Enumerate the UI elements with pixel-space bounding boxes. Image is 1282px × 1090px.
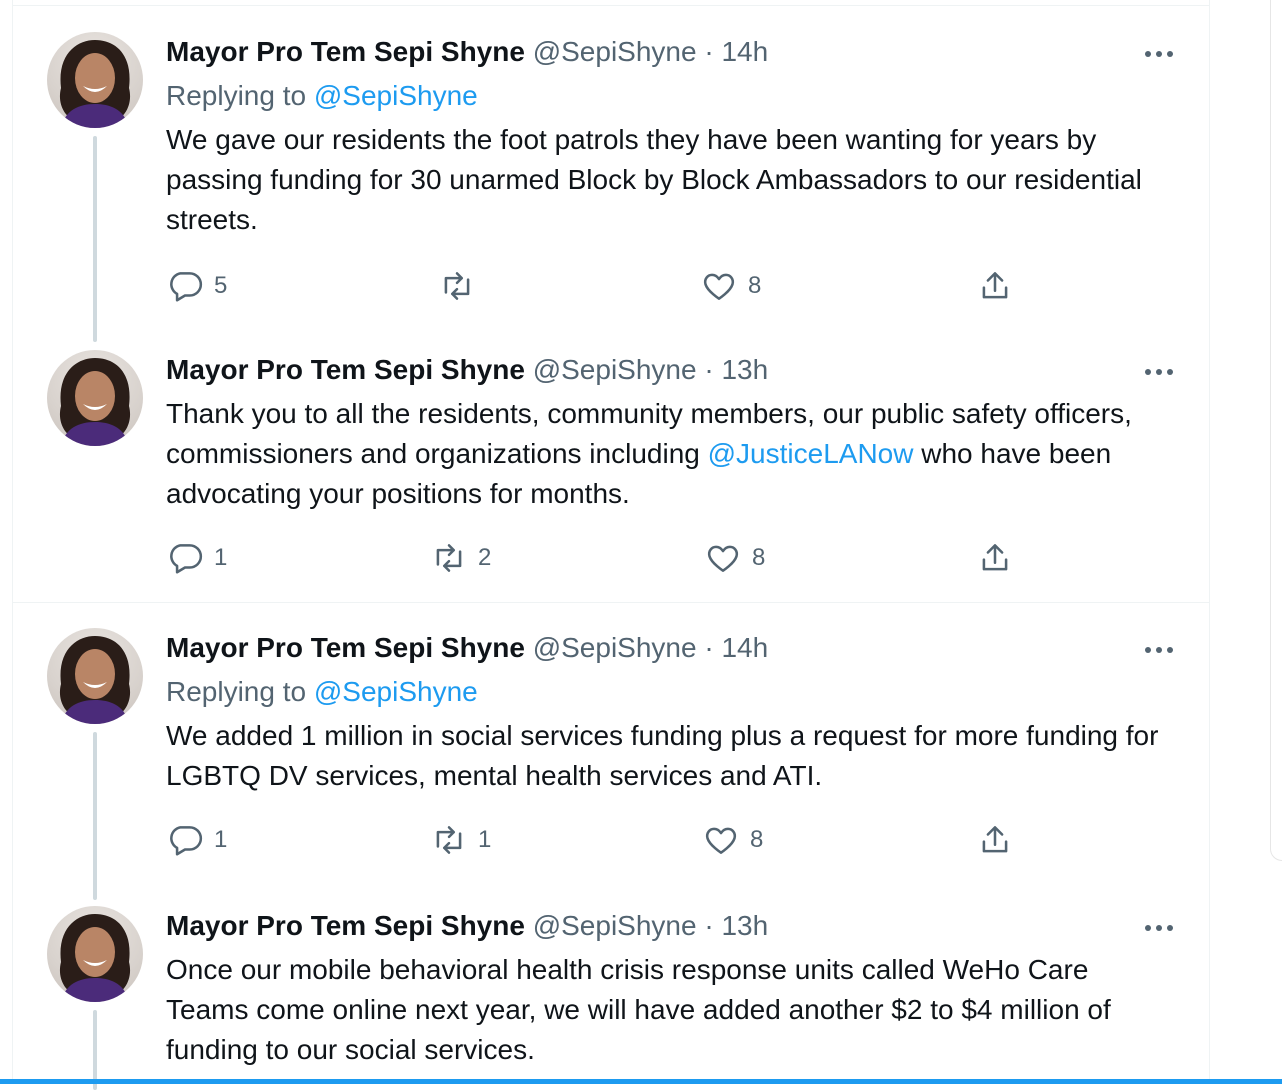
avatar-image bbox=[47, 350, 143, 446]
reply-button[interactable] bbox=[166, 820, 227, 860]
author-handle[interactable]: @SepiShyne bbox=[532, 632, 697, 663]
thread-line bbox=[93, 1010, 97, 1090]
more-button[interactable] bbox=[1141, 354, 1177, 390]
heart-icon bbox=[702, 821, 740, 859]
avatar-image bbox=[47, 628, 143, 724]
reply-icon bbox=[166, 539, 204, 577]
more-icon bbox=[1144, 368, 1174, 376]
share-button[interactable] bbox=[976, 538, 1014, 578]
timestamp[interactable]: 13h bbox=[721, 354, 769, 385]
reply-button[interactable] bbox=[166, 266, 227, 306]
avatar[interactable] bbox=[47, 350, 143, 446]
avatar[interactable] bbox=[47, 32, 143, 128]
bottom-accent-bar bbox=[0, 1079, 1282, 1084]
tweet-actions bbox=[166, 266, 1066, 306]
tweet-header bbox=[166, 34, 768, 70]
share-button[interactable] bbox=[976, 820, 1014, 860]
timestamp[interactable]: 13h bbox=[721, 910, 769, 941]
mention-link[interactable]: @JusticeLANow bbox=[707, 438, 914, 469]
top-divider bbox=[13, 5, 1209, 6]
retweet-button[interactable] bbox=[430, 820, 491, 860]
share-icon bbox=[976, 821, 1014, 859]
retweet-icon bbox=[430, 821, 468, 859]
retweet-count: 2 bbox=[478, 544, 492, 571]
retweet-icon bbox=[438, 267, 476, 305]
tweet-text bbox=[166, 394, 1176, 514]
thread-divider bbox=[13, 602, 1209, 603]
timestamp[interactable]: 14h bbox=[721, 632, 769, 663]
like-count: 8 bbox=[752, 544, 766, 571]
author-handle[interactable]: @SepiShyne bbox=[532, 36, 697, 67]
replying-to-mention[interactable]: @SepiShyne bbox=[313, 80, 478, 111]
reply-icon bbox=[166, 821, 204, 859]
share-icon bbox=[976, 267, 1014, 305]
retweet-icon bbox=[430, 539, 468, 577]
tweet-text-part: who have been advocating your positions for months. bbox=[166, 438, 1112, 509]
thread-line bbox=[93, 136, 97, 342]
separator-dot: · bbox=[704, 354, 714, 385]
reply-icon bbox=[166, 267, 204, 305]
replying-to bbox=[166, 78, 478, 114]
tweet-text: We added 1 million in social services funding plus a request for more funding for LGBTQ DV services, mental health services and ATI. bbox=[166, 720, 1159, 791]
more-button[interactable] bbox=[1141, 910, 1177, 946]
more-button[interactable] bbox=[1141, 632, 1177, 668]
replying-to-label: Replying to bbox=[166, 676, 314, 707]
reply-count: 5 bbox=[214, 272, 228, 299]
like-button[interactable] bbox=[702, 820, 763, 860]
like-count: 8 bbox=[748, 272, 762, 299]
tweet-header bbox=[166, 352, 768, 388]
side-panel-edge bbox=[1270, 0, 1282, 861]
author-name[interactable]: Mayor Pro Tem Sepi Shyne bbox=[166, 354, 525, 385]
separator-dot: · bbox=[704, 632, 714, 663]
retweet-button[interactable] bbox=[430, 538, 491, 578]
share-button[interactable] bbox=[976, 266, 1014, 306]
tweet-header bbox=[166, 908, 768, 944]
tweet-actions bbox=[166, 820, 1066, 860]
separator-dot: · bbox=[704, 36, 714, 67]
timestamp[interactable]: 14h bbox=[721, 36, 769, 67]
separator-dot: · bbox=[704, 910, 714, 941]
replying-to-label: Replying to bbox=[166, 80, 314, 111]
avatar-image bbox=[47, 32, 143, 128]
like-button[interactable] bbox=[704, 538, 765, 578]
replying-to-mention[interactable]: @SepiShyne bbox=[313, 676, 478, 707]
thread-line bbox=[93, 732, 97, 900]
author-name[interactable]: Mayor Pro Tem Sepi Shyne bbox=[166, 36, 525, 67]
more-icon bbox=[1144, 50, 1174, 58]
tweet-header bbox=[166, 630, 768, 666]
reply-count: 1 bbox=[214, 826, 228, 853]
author-handle[interactable]: @SepiShyne bbox=[532, 354, 697, 385]
replying-to bbox=[166, 674, 478, 710]
more-icon bbox=[1144, 924, 1174, 932]
avatar[interactable] bbox=[47, 628, 143, 724]
avatar-image bbox=[47, 906, 143, 1002]
more-button[interactable] bbox=[1141, 36, 1177, 72]
author-name[interactable]: Mayor Pro Tem Sepi Shyne bbox=[166, 910, 525, 941]
tweet-text: We gave our residents the foot patrols they have been wanting for years by passing funding for 30 unarmed Block by Block Ambassadors to our residential streets. bbox=[166, 124, 1142, 235]
heart-icon bbox=[700, 267, 738, 305]
tweet-actions bbox=[166, 538, 1066, 578]
timeline bbox=[12, 0, 1210, 1084]
author-handle[interactable]: @SepiShyne bbox=[532, 910, 697, 941]
retweet-button[interactable] bbox=[438, 266, 486, 306]
author-name[interactable]: Mayor Pro Tem Sepi Shyne bbox=[166, 632, 525, 663]
more-icon bbox=[1144, 646, 1174, 654]
heart-icon bbox=[704, 539, 742, 577]
reply-count: 1 bbox=[214, 544, 228, 571]
like-button[interactable] bbox=[700, 266, 761, 306]
reply-button[interactable] bbox=[166, 538, 227, 578]
share-icon bbox=[976, 539, 1014, 577]
tweet-text: Once our mobile behavioral health crisis response units called WeHo Care Teams come online next year, we will have added another $2 to $4 million of funding to our social services. bbox=[166, 954, 1111, 1065]
retweet-count: 1 bbox=[478, 826, 492, 853]
avatar[interactable] bbox=[47, 906, 143, 1002]
like-count: 8 bbox=[750, 826, 764, 853]
tweet-text-part: Thank you to all the residents, community members, our public safety officers, commissioners and organizations including bbox=[166, 398, 1132, 469]
